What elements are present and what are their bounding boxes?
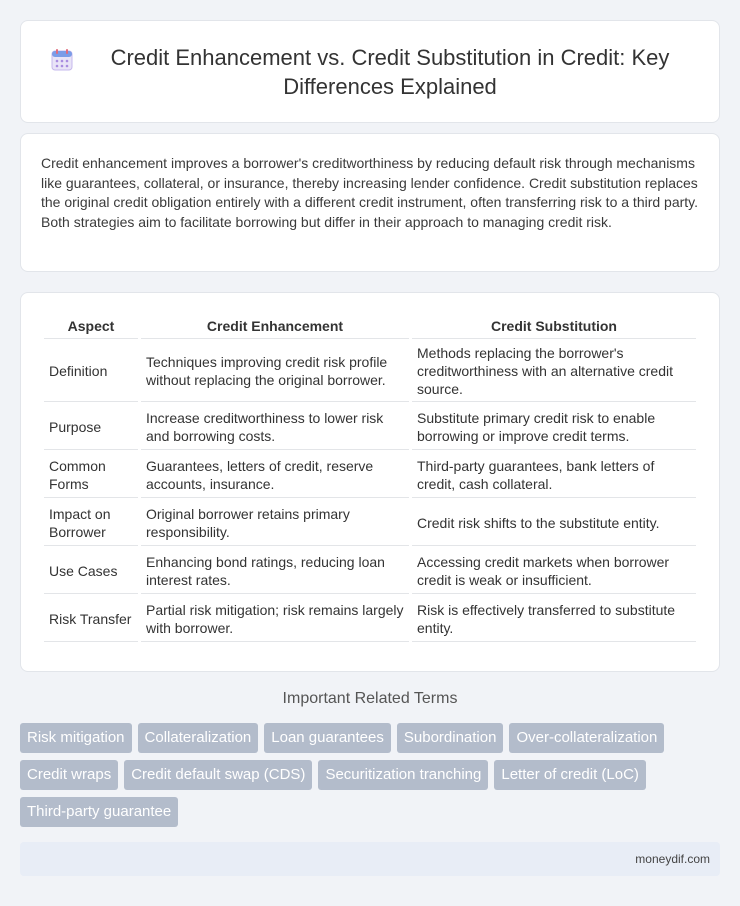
footer-site[interactable]: moneydif.com <box>635 852 710 866</box>
row-aspect: Definition <box>44 341 138 402</box>
row-enhancement: Enhancing bond ratings, reducing loan interest rates. <box>141 548 409 594</box>
related-term-tag[interactable]: Subordination <box>397 723 504 753</box>
row-enhancement: Guarantees, letters of credit, reserve accounts, insurance. <box>141 452 409 498</box>
row-substitution: Credit risk shifts to the substitute entity. <box>412 500 696 546</box>
table-row <box>44 548 696 594</box>
related-term-tag[interactable]: Over-collateralization <box>509 723 664 753</box>
table-row <box>44 500 696 546</box>
related-term-tag[interactable]: Credit wraps <box>20 760 118 790</box>
header-credit-enhancement: Credit Enhancement <box>141 313 409 339</box>
related-term-tag[interactable]: Securitization tranching <box>318 760 488 790</box>
row-enhancement: Partial risk mitigation; risk remains largely with borrower. <box>141 596 409 642</box>
related-term-tag[interactable]: Loan guarantees <box>264 723 391 753</box>
row-aspect: Risk Transfer <box>44 596 138 642</box>
related-terms-list <box>20 723 720 827</box>
intro-paragraph: Credit enhancement improves a borrower's creditworthiness by reducing default risk through mechanisms like guarantees, collateral, or insurance, thereby increasing lender confidence. Credit substitution replaces the original credit obligation entirely with a different credit instrument, often transferring risk to a third party. Both strategies aim to facilitate borrowing but differ in their approach to managing credit risk. <box>41 155 699 230</box>
table-row <box>44 452 696 498</box>
comparison-table <box>41 311 699 644</box>
table-header-row <box>44 313 696 339</box>
comparison-card <box>20 292 720 672</box>
header-card <box>20 20 720 123</box>
header-aspect: Aspect <box>44 313 138 339</box>
row-substitution: Accessing credit markets when borrower credit is weak or insufficient. <box>412 548 696 594</box>
related-term-tag[interactable]: Letter of credit (LoC) <box>494 760 646 790</box>
header-credit-substitution: Credit Substitution <box>412 313 696 339</box>
table-row <box>44 404 696 450</box>
related-term-tag[interactable]: Third-party guarantee <box>20 797 178 827</box>
page-title: Credit Enhancement vs. Credit Substitution in Credit: Key Differences Explained <box>110 44 670 99</box>
table-row <box>44 341 696 402</box>
row-enhancement: Increase creditworthiness to lower risk and borrowing costs. <box>141 404 409 450</box>
row-aspect: Use Cases <box>44 548 138 594</box>
row-aspect: Common Forms <box>44 452 138 498</box>
related-term-tag[interactable]: Collateralization <box>138 723 259 753</box>
row-enhancement: Techniques improving credit risk profile without replacing the original borrower. <box>141 341 409 402</box>
related-term-tag[interactable]: Risk mitigation <box>20 723 132 753</box>
table-row <box>44 596 696 642</box>
footer <box>20 842 720 876</box>
row-substitution: Substitute primary credit risk to enable borrowing or improve credit terms. <box>412 404 696 450</box>
row-substitution: Risk is effectively transferred to substitute entity. <box>412 596 696 642</box>
related-terms-heading: Important Related Terms <box>282 690 458 707</box>
row-substitution: Methods replacing the borrower's creditworthiness with an alternative credit source. <box>412 341 696 402</box>
row-enhancement: Original borrower retains primary responsibility. <box>141 500 409 546</box>
intro-card <box>20 133 720 272</box>
row-aspect: Impact on Borrower <box>44 500 138 546</box>
related-term-tag[interactable]: Credit default swap (CDS) <box>124 760 312 790</box>
row-aspect: Purpose <box>44 404 138 450</box>
row-substitution: Third-party guarantees, bank letters of credit, cash collateral. <box>412 452 696 498</box>
